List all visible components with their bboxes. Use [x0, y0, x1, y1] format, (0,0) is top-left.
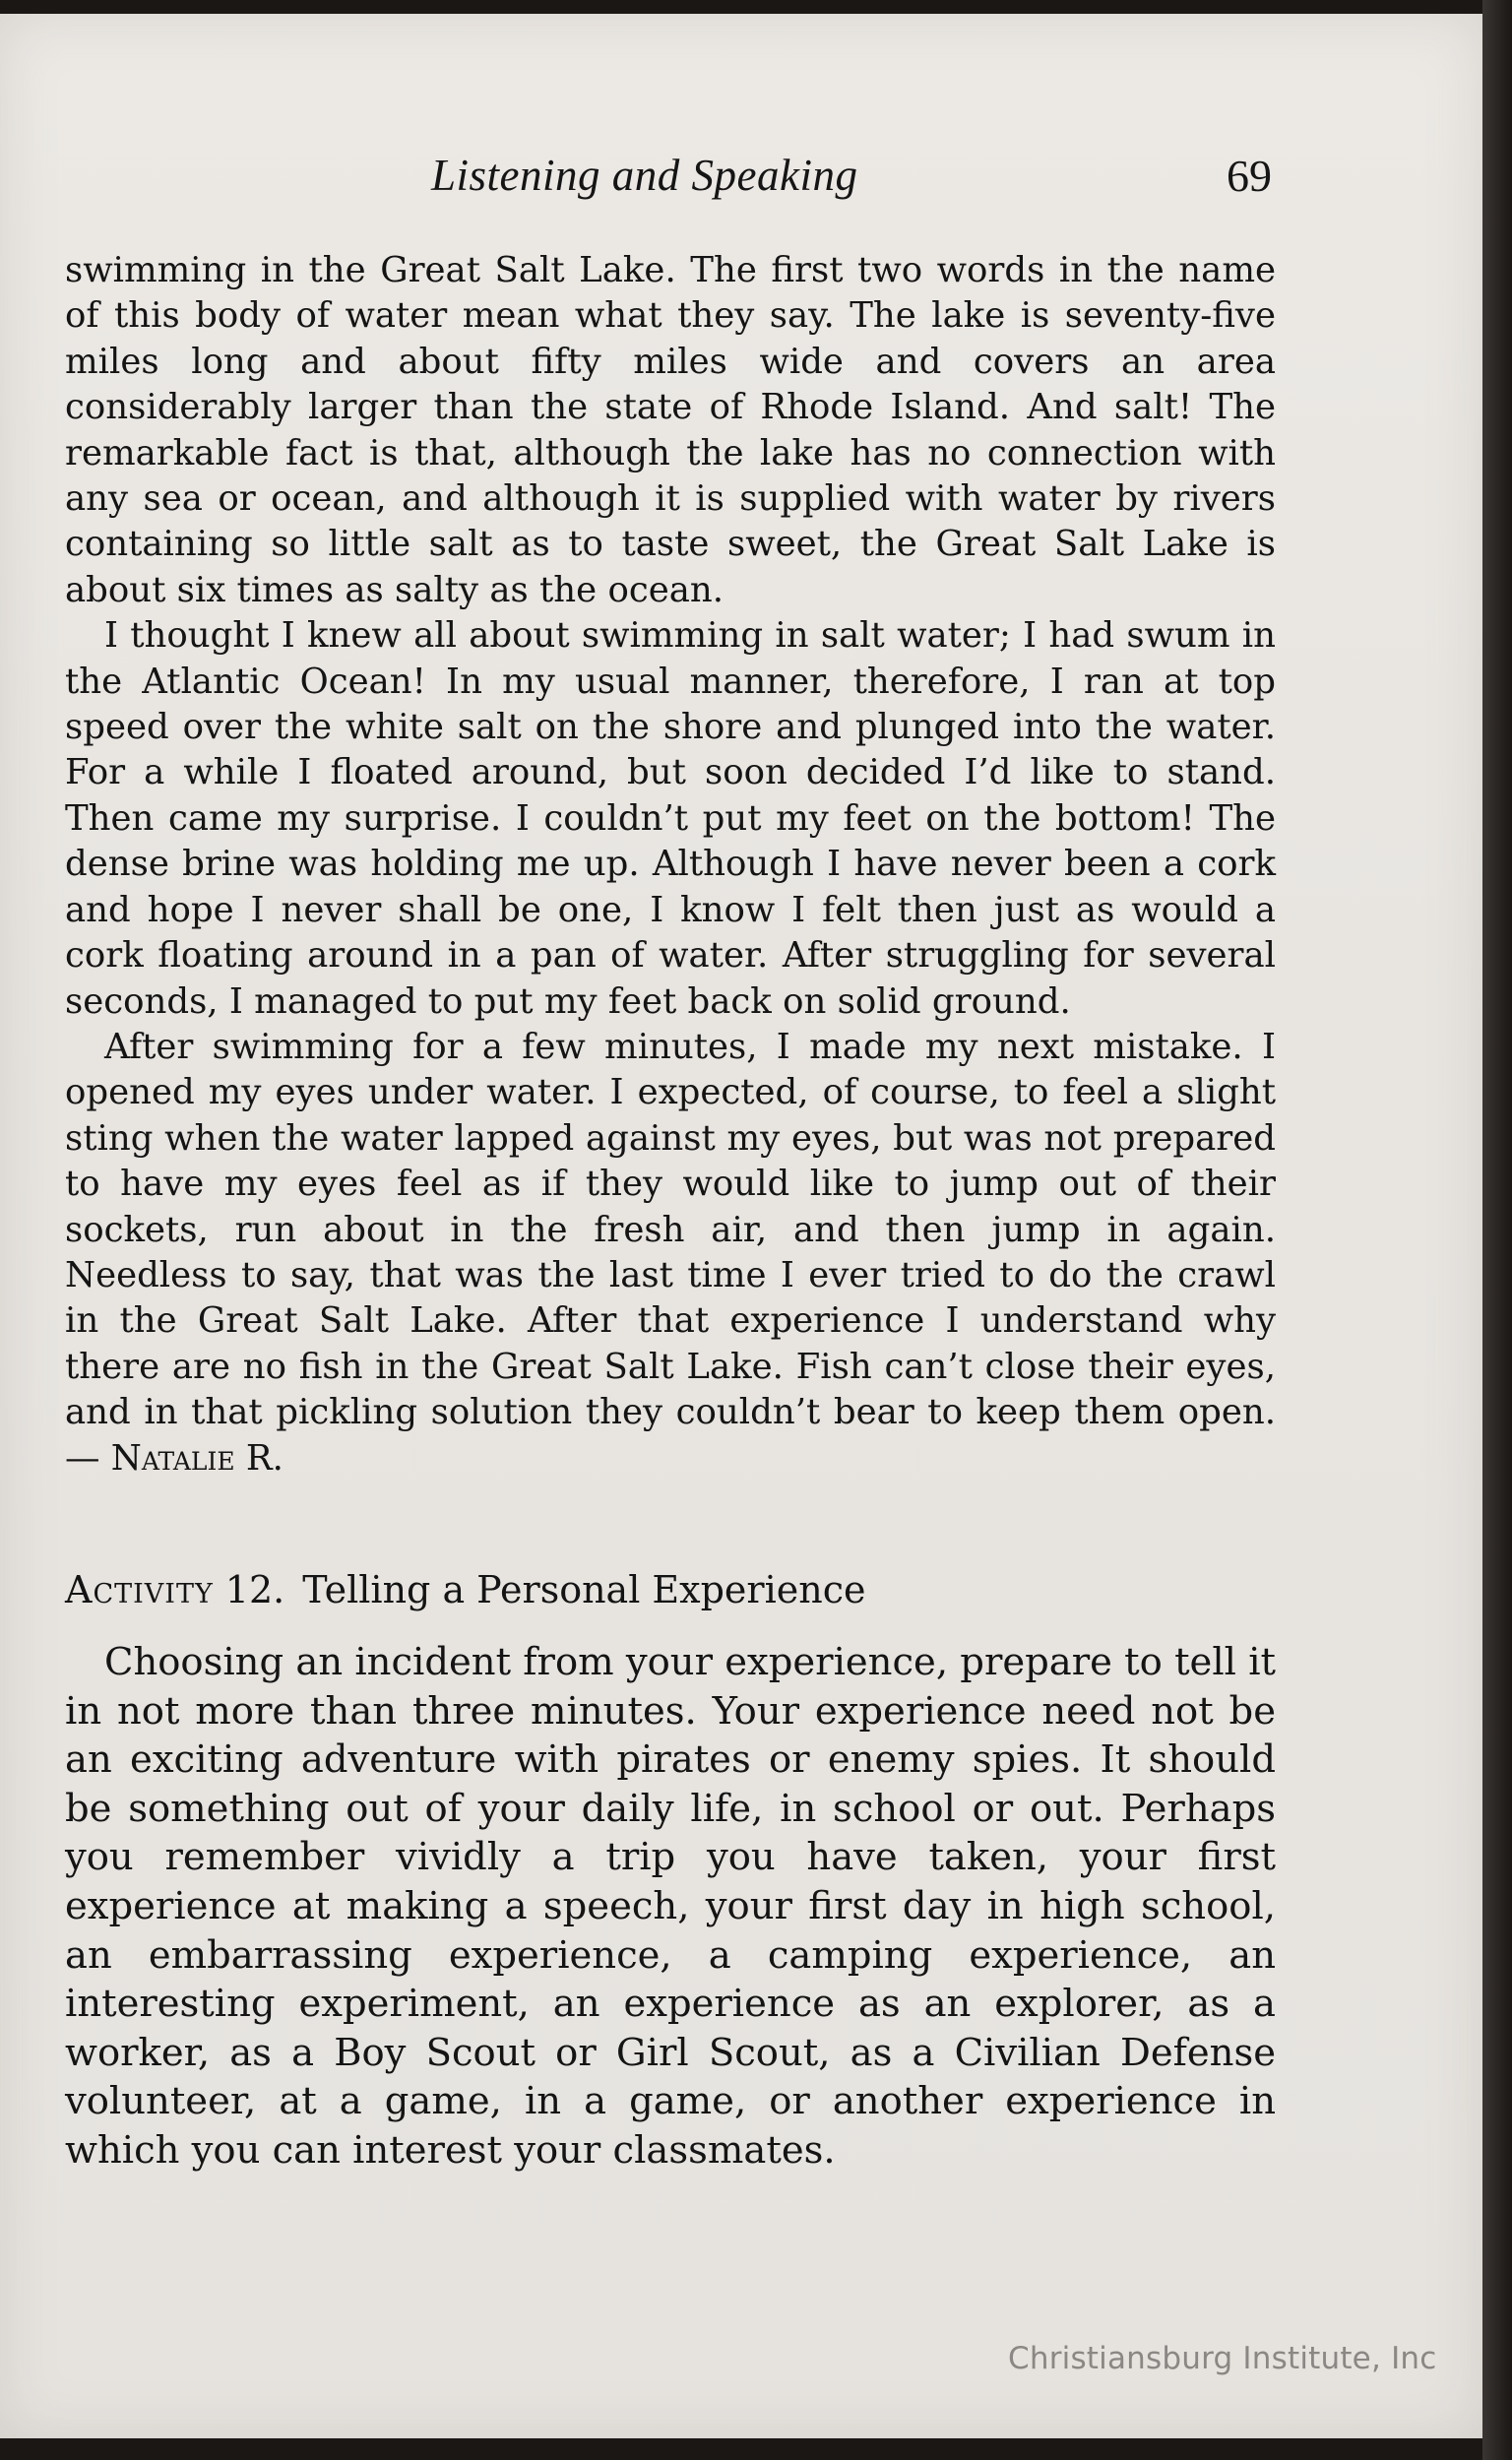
paragraph-2: I thought I knew all about swimming in salt water; I had swum in the Atlantic Ocean! In my usual manner, therefore, I ran at top speed over the white salt on the shore and plunged into the water. For a while I floated around, but soon decided I’d like to stand. Then came my surprise. I couldn’t put my feet on the bottom! The dense brine was holding me up. Although I have never been a cork and hope I never shall be one, I know I felt then just as would a cork floating around in a pan of water. After struggling for several seconds, I managed to put my feet back on solid ground. — [65, 615, 1276, 1022]
page-edge-shadow — [1482, 0, 1512, 2460]
paragraph-3-text: After swimming for a few minutes, I made my next mistake. I opened my eyes under water. I expected, of course, to feel a slight sting when the water lapped against my eyes, but was not prepared to have my eyes feel as if they would like to jump out of their sockets, run about in the fresh air, and then jump in again. Needless to say, that was the last time I ever tried to do the crawl in the Great Salt Lake. After that experience I understand why there are no fish in the Great Salt Lake. Fish can’t close their eyes, and in that pickling solution they couldn’t bear to keep them open. — — [65, 1026, 1276, 1479]
activity-instructions — [65, 1638, 1276, 2176]
activity-heading — [65, 1565, 1276, 1614]
paragraph-3 — [65, 1025, 1276, 1482]
paragraph-1: swimming in the Great Salt Lake. The first two words in the name of this body of water mean what they say. The lake is seventy-five miles long and about fifty miles wide and covers an area considerably larger than the state of Rhode Island. And salt! The remarkable fact is that, although the lake has no connection with any sea or ocean, and although it is supplied with water by rivers containing so little salt as to taste sweet, the Great Salt Lake is about six times as salty as the ocean. — [65, 250, 1276, 610]
body-text — [65, 248, 1276, 1482]
activity-paragraph: Choosing an incident from your experience, prepare to tell it in not more than three minutes. Your experience need not be an exciting adventure with pirates or enemy spies. It should be something out of your daily life, in school or out. Perhaps you remember vividly a trip you have taken, your first experience at making a speech, your first day in high school, an embarrassing experience, a camping experience, an interesting experiment, an experience as an explorer, as a worker, as a Boy Scout or Girl Scout, as a Civilian Defense volunteer, at a game, in a game, or another experience in which you can interest your classmates. — [65, 1640, 1276, 2173]
activity-label: Activity — [65, 1568, 214, 1611]
author-signature: Natalie R. — [110, 1437, 284, 1479]
activity-number: 12. — [224, 1568, 285, 1611]
running-header — [65, 150, 1276, 209]
running-title: Listening and Speaking — [431, 151, 858, 200]
page-number: 69 — [1227, 151, 1272, 201]
watermark: Christiansburg Institute, Inc — [1008, 2341, 1437, 2376]
activity-title: Telling a Personal Experience — [302, 1568, 866, 1611]
